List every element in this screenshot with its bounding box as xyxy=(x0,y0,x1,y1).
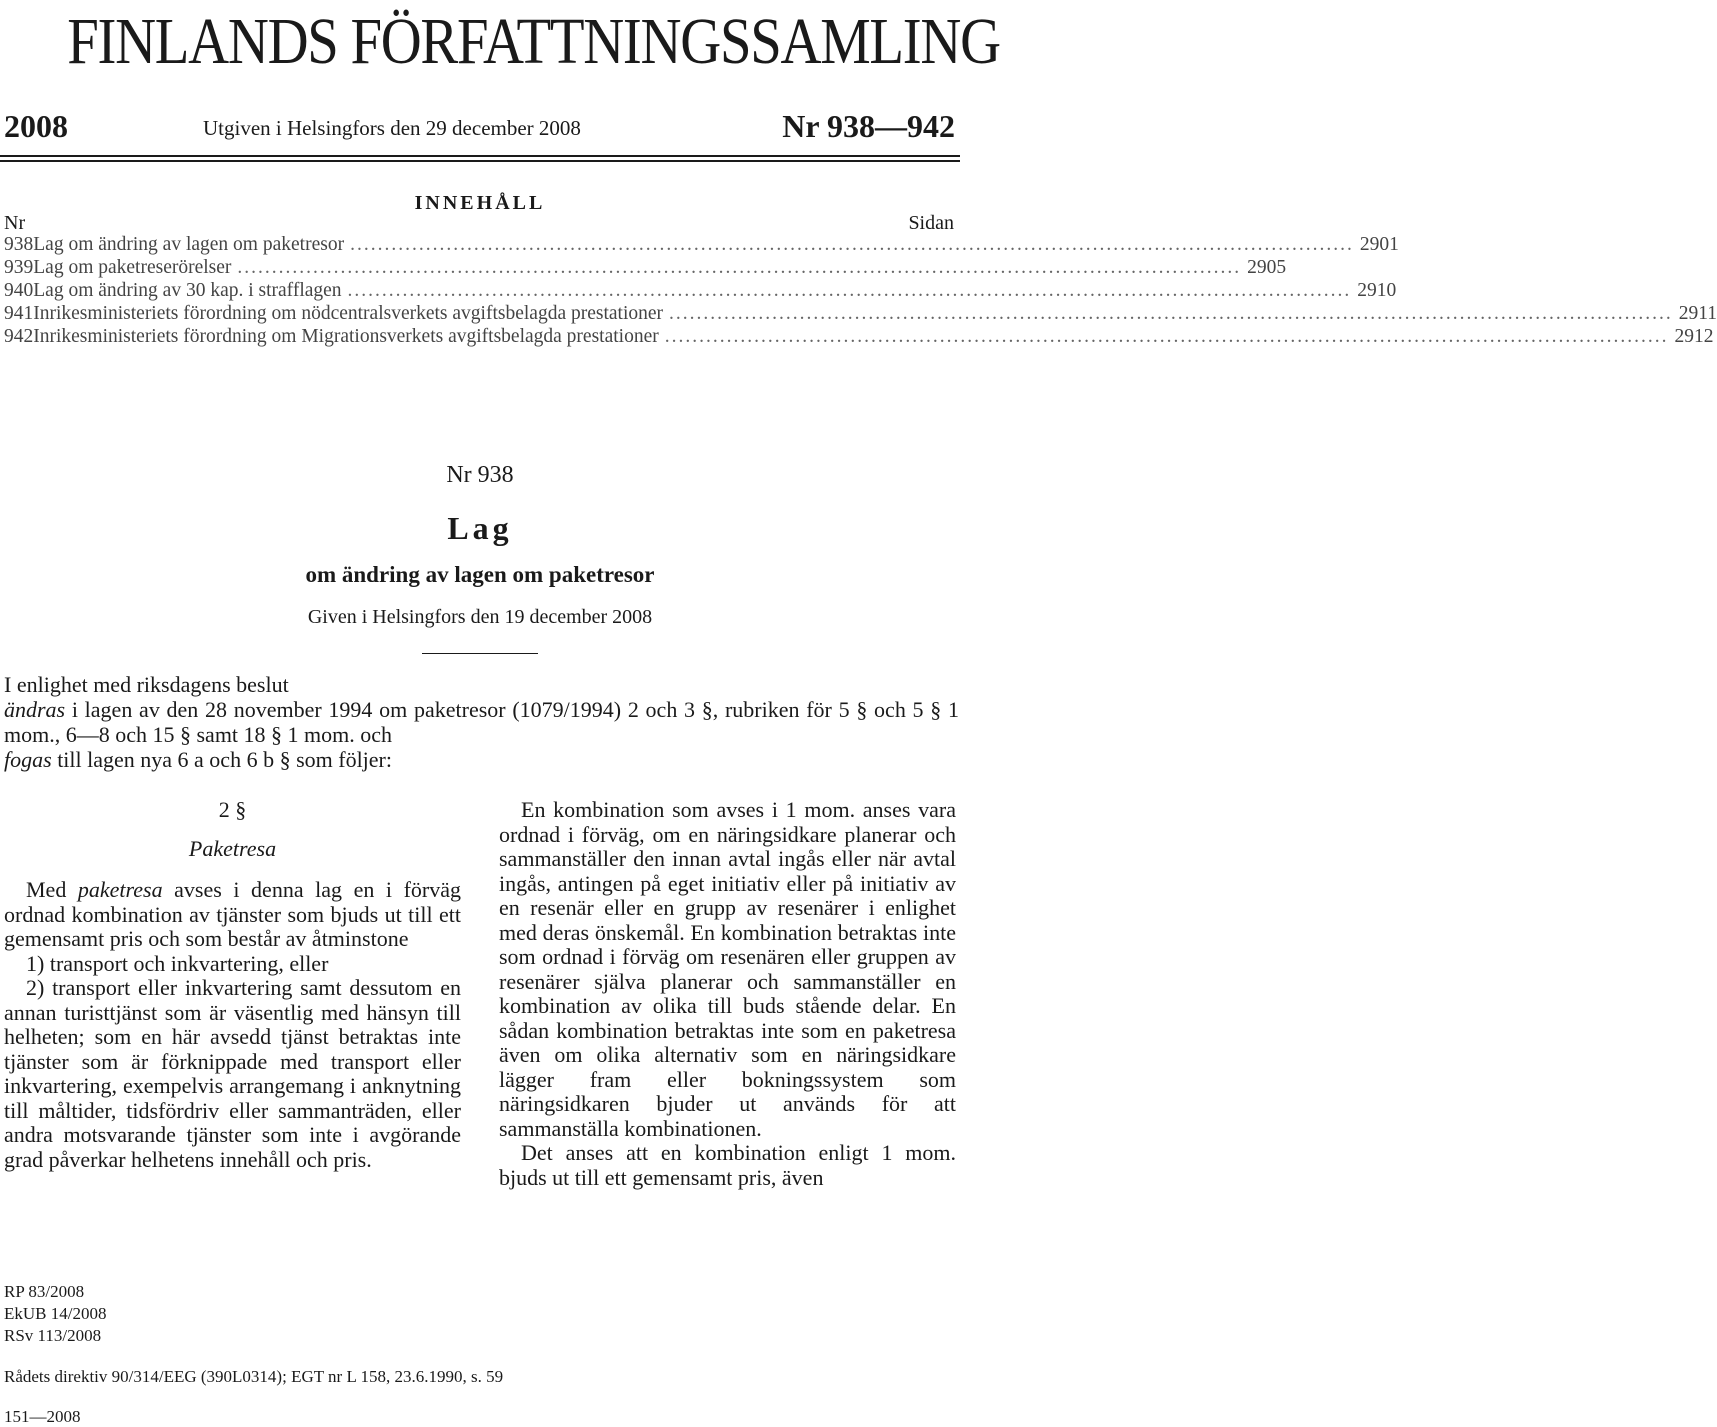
toc-entry[interactable] xyxy=(4,257,1287,281)
toc-entry-title: Inrikesministeriets förordning om nödcentralsverkets avgiftsbelagda prestationer xyxy=(33,303,664,324)
act-given-date: Given i Helsingfors den 19 december 2008 xyxy=(307,606,653,628)
toc-entry-page: 2910 xyxy=(1357,280,1397,301)
toc-entry-nr: 938 xyxy=(4,234,34,255)
toc-entry-title: Inrikesministeriets förordning om Migrationsverkets avgiftsbelagda prestationer xyxy=(33,326,659,347)
enactment-line: I enlighet med riksdagens beslut xyxy=(4,672,289,697)
amendment-paragraph xyxy=(4,697,959,747)
masthead: FINLANDS FÖRFATTNINGSSAMLING xyxy=(67,5,1000,78)
amend-text: i lagen av den 28 november 1994 om paketresor (1079/1994) 2 och 3 §, rubriken för 5 § och 5 § 1 mom., 6—8 och 15 § samt 18 § 1 mom. och xyxy=(4,697,959,747)
toc-title: INNEHÅLL xyxy=(414,192,546,214)
reference-parliament: RSv 113/2008 xyxy=(4,1326,102,1345)
page-code: 151—2008 xyxy=(4,1407,81,1426)
toc-entry-title: Lag om ändring av lagen om paketresor xyxy=(33,234,345,255)
paragraph-moment-2: En kombination som avses i 1 mom. anses vara ordnad i förväg, om en näringsidkare planerar och sammanställer den innan avtal ingås eller när avtal ingås, antingen på eget initiativ eller på initiativ av en resenär eller en grupp av resenärer i enlighet med deras önskemål. En kombination betraktas inte som ordnad i förväg om resenären eller gruppen av resenärer själva planerar och sammanställer en kombination av olika till buds stående delar. En sådan kombination betraktas inte som en paketresa även om olika alternativ som en näringsidkare lägger fram eller bokningssystem som näringsidkaren bjuder ut används för att sammanställa kombinationen. xyxy=(499,797,956,1141)
definition-lead: Med xyxy=(26,877,78,902)
toc-entry-page: 2912 xyxy=(1674,326,1714,347)
toc-entry-page: 2901 xyxy=(1359,234,1399,255)
toc-entry[interactable] xyxy=(4,326,1714,350)
toc-leader-dots: .................................................................................................................................................. xyxy=(669,303,1673,324)
publication-date: Utgiven i Helsingfors den 29 december 2008 xyxy=(203,116,581,140)
add-word: fogas xyxy=(4,747,52,772)
toc-page-header: Sidan xyxy=(908,212,954,234)
toc-entry[interactable] xyxy=(4,303,1717,327)
toc-entry-page: 2911 xyxy=(1678,303,1717,324)
toc-entry-nr: 940 xyxy=(4,280,34,301)
toc-leader-dots: .................................................................................................................................................. xyxy=(350,234,1354,255)
toc-leader-dots: .................................................................................................................................................. xyxy=(347,280,1352,301)
toc-entry-title: Lag om paketreserörelser xyxy=(33,257,232,278)
directive-reference: Rådets direktiv 90/314/EEG (390L0314); EGT nr L 158, 23.6.1990, s. 59 xyxy=(4,1367,504,1386)
toc-leader-dots: .................................................................................................................................................. xyxy=(664,326,1669,347)
reference-committee: EkUB 14/2008 xyxy=(4,1304,107,1323)
section-heading: Paketresa xyxy=(188,835,277,861)
act-title: om ändring av lagen om paketresor xyxy=(305,562,655,587)
definition-text: avses i denna lag en i förväg ordnad kombination av tjänster som bjuds ut till ett gemensamt pris och som består av åtminstone xyxy=(4,877,461,951)
definition-paragraph xyxy=(4,878,461,952)
act-type: Lag xyxy=(447,510,513,546)
list-item-2: 2) transport eller inkvartering samt dessutom en annan turisttjänst som är väsentlig med hänsyn till helheten; som en här avsedd tjänst betraktas inte tjänster som är förknippade med transport eller inkvartering, exempelvis arrangemang i anknytning till måltider, tidsfördriv eller sammanträden, eller andra motsvarande tjänster som inte i avgörande grad påverkar helhetens innehåll och pris. xyxy=(4,975,461,1172)
addition-paragraph xyxy=(4,747,959,772)
toc-entry-nr: 939 xyxy=(4,257,34,278)
toc-entry-nr: 942 xyxy=(4,326,34,347)
toc-entry-nr: 941 xyxy=(4,303,34,324)
header-rule-bottom xyxy=(0,160,960,162)
defined-term: paketresa xyxy=(77,877,163,902)
enactment-clause xyxy=(4,672,959,772)
add-text: till lagen nya 6 a och 6 b § som följer: xyxy=(51,747,392,772)
toc-nr-header: Nr xyxy=(4,212,26,234)
reference-gov-proposal: RP 83/2008 xyxy=(4,1282,85,1301)
list-item-1: 1) transport och inkvartering, eller xyxy=(26,950,329,976)
toc-entry-page: 2905 xyxy=(1247,257,1287,278)
issue-numbers: Nr 938—942 xyxy=(782,108,955,144)
issue-year: 2008 xyxy=(4,108,68,144)
header-rule-top xyxy=(0,155,960,157)
act-number: Nr 938 xyxy=(446,462,514,488)
toc-entry[interactable] xyxy=(4,234,1399,258)
section-number: 2 § xyxy=(218,797,247,822)
separator-rule xyxy=(422,653,538,654)
paragraph-moment-3: Det anses att en kombination enligt 1 mom. bjuds ut till ett gemensamt pris, även xyxy=(499,1140,956,1190)
toc-entry-title: Lag om ändring av 30 kap. i strafflagen xyxy=(33,280,342,301)
left-column xyxy=(4,798,461,1172)
toc-entry[interactable] xyxy=(4,280,1397,304)
right-column xyxy=(499,798,956,1190)
toc-leader-dots: .................................................................................................................................................. xyxy=(237,257,1242,278)
amend-word: ändras xyxy=(4,697,66,722)
